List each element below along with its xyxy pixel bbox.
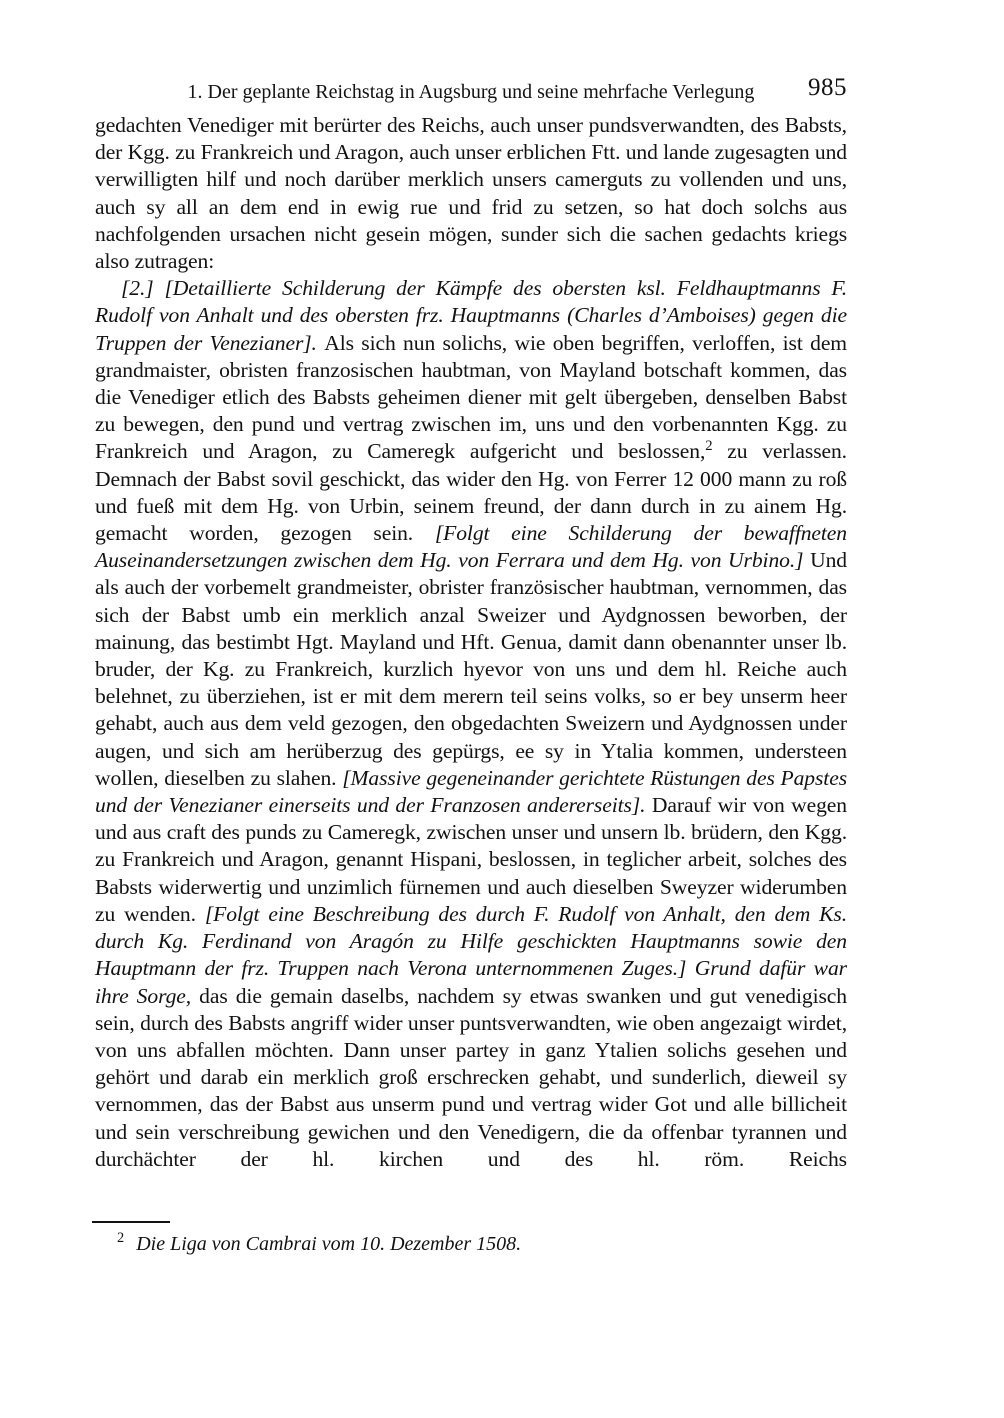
editorial-summary: [2.] [Detaillierte Schilderung der Kämpfe des obersten ksl. Feldhauptmanns F. Rudolf von Anhalt und des obersten frz. Hauptmanns (Charles d’Amboises) gegen die Truppen der Venezianer]. [95,276,847,355]
page-number: 985 [808,74,847,101]
source-text: Darauf wir von wegen und aus craft des punds zu Cameregk, zwischen unser und unsern lb. brüdern, den Kgg. zu Frankreich und Aragon, genannt Hispani, beslossen, in teglicher arbeit, solches des Babsts widerwertig und unzimlich fürnemen und auch dieselben Sweyzer widerumben zu wenden. [95,793,847,926]
footnote-reference: 2 [705,438,713,455]
source-text: das die gemain daselbs, nachdem sy etwas swanken und gut venedigisch sein, durch des Babsts angriff wider unser puntsverwandten, wie oben angezaigt wirdet, von uns abfallen möchten. Dann unser partey in ganz Ytalien solichs gesehen und gehört und darab ein merklich groß erschrecken gehabt, und sunderlich, dieweil sy vernommen, das der Babst aus unserm pund und vertrag wider Got und alle billicheit und sein verschreibung gewichen und den Venedigern, die da offenbar tyrannen und durchächter der hl. kirchen und des hl. röm. Reichs [95,983,847,1171]
source-text: Als sich nun solichs, wie oben begriffen, verloffen, ist dem grandmaister, obristen franzosischen haubtman, von Mayland botschaft kommen, das die Venediger etlich des Babsts geheimen diener mit gelt übergeben, denselben Babst zu bewegen, den pund und vertrag zwischen im, uns und den vorbenannten Kgg. zu Frankreich und Aragon, zu Cameregk aufgericht und beslossen, [95,330,847,464]
body-paragraph-2 [95,275,847,1173]
editorial-summary: [Massive gegeneinander gerichtete Rüstungen des Papstes und der Venezianer einerseits und der Franzosen andererseits]. [95,765,847,818]
footnote-separator-rule [92,1221,170,1223]
footnote-marker: 2 [117,1230,125,1247]
body-paragraph-continuation: gedachten Venediger mit berürter des Reichs, auch unser pundsverwandten, des Babsts, der Kgg. zu Frankreich und Aragon, auch unser erblichen Ftt. und lande zugesagten und verwilligten hilf und noch darüber merklich unsers camerguts zu vollenden und uns, auch sy all an dem end in ewig rue und frid zu setzen, so hat doch solchs aus nachfolgenden ursachen nicht gesein mögen, sunder sich die sachen gedachts kriegs also zutragen: [95,113,847,274]
chapter-header-title: 1. Der geplante Reichstag in Augsburg und seine mehrfache Verlegung [187,81,755,103]
source-text: Und als auch der vorbemelt grandmeister, obrister französischer haubtman, vernommen, das sich der Babst umb ein merklich anzal Sweizer und Aydgnossen beworben, der mainung, das bestimbt Hgt. Mayland und Hft. Genua, damit dann obenannter unser lb. bruder, der Kg. zu Frankreich, kurzlich hyevor von uns und dem hl. Reiche auch belehnet, zu überziehen, ist er mit dem merern teil seins volks, so er bey unserm heer gehabt, auch aus dem veld gezogen, den obgedachten Sweizern und Aydgnossen under augen, und sich am herüberzug des gepürgs, ee sy in Ytalia kommen, understeen wollen, dieselben zu slahen. [95,548,847,790]
editorial-summary: [Folgt eine Schilderung der bewaffneten Auseinandersetzungen zwischen dem Hg. von Ferrara und dem Hg. von Urbino.] [95,521,847,573]
footnote [95,1231,869,1257]
running-header [95,74,847,104]
main-text-block [95,112,847,1173]
source-text: zu verlassen. Demnach der Babst sovil geschickt, das wider den Hg. von Ferrer 12 000 mann zu roß und fueß mit dem Hg. von Urbin, seinem freund, der dann durch in zu ainem Hg. gemacht worden, gezogen sein. [95,439,847,546]
footnote-text: Die Liga von Cambrai vom 10. Dezember 1508. [136,1233,522,1255]
editorial-summary: [Folgt eine Beschreibung des durch F. Rudolf von Anhalt, den dem Ks. durch Kg. Ferdinand von Aragón zu Hilfe geschickten Hauptmanns sowie den Hauptmann der frz. Truppen nach Verona unternommenen Zuges.] Grund dafür war ihre Sorge, [95,901,847,1008]
